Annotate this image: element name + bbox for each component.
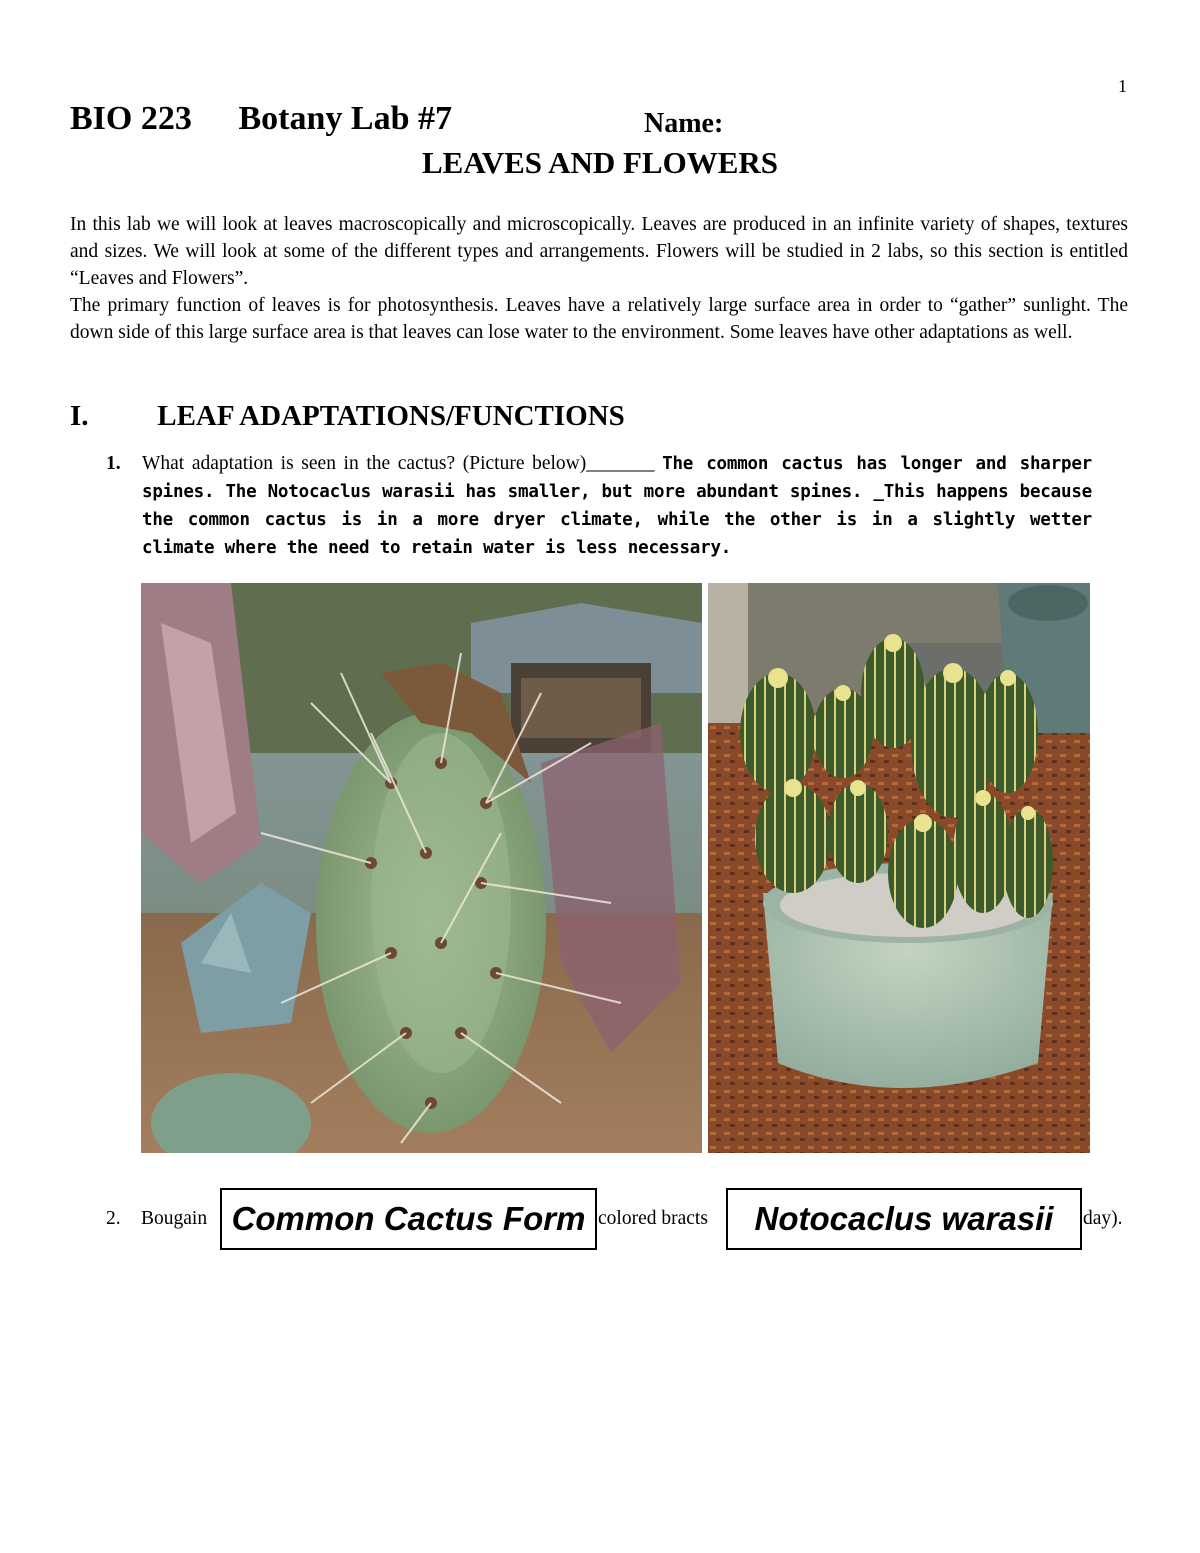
intro-text: [70, 211, 1128, 346]
notocactus-photo: [708, 583, 1090, 1153]
question-2-text-middle: colored bracts: [598, 1208, 708, 1229]
intro-paragraph-1: In this lab we will look at leaves macroscopically and microscopically. Leaves are produced in an infinite variety of shapes, textures and sizes. We will look at some of the different types and arrangements. Flowers will be studied in 2 labs, so this section is entitled “Leaves and Flowers”.: [70, 214, 1128, 289]
intro-paragraph-2: The primary function of leaves is for photosynthesis. Leaves have a relatively large surface area in order to “gather” sunlight. The down side of this large surface area is that leaves can lose water to the environment. Some leaves have other adaptations as well.: [70, 295, 1128, 343]
question-1-answer: The common cactus has longer and sharper spines. The Notocaclus warasii has smaller, but more abundant spines. _This happens because the common cactus is in a more dryer climate, while the other is in a slightly wetter climate where the need to retain water is less necessary.: [142, 454, 1092, 558]
question-2-number: 2.: [106, 1208, 121, 1229]
common-cactus-photo: [141, 583, 702, 1153]
section-number: I.: [70, 400, 89, 432]
question-1: [106, 450, 1092, 562]
caption-notocactus: Notocaclus warasii: [726, 1188, 1082, 1250]
question-2-text-start: Bougain: [141, 1208, 208, 1229]
page-subtitle: LEAVES AND FLOWERS: [421, 145, 779, 180]
page-number: 1: [1118, 76, 1127, 96]
section-heading: [70, 400, 625, 433]
caption-common-cactus: Common Cactus Form: [220, 1188, 597, 1250]
question-1-number: 1.: [106, 453, 121, 474]
course-code: BIO 223: [70, 100, 192, 137]
section-title: LEAF ADAPTATIONS/FUNCTIONS: [157, 400, 625, 432]
name-label: Name:: [644, 108, 724, 139]
question-2-text-end: day).: [1083, 1208, 1123, 1229]
title-row: [70, 100, 452, 138]
question-1-prompt: What adaptation is seen in the cactus? (Picture below)_______: [142, 453, 663, 474]
lab-title: Botany Lab #7: [238, 100, 452, 137]
